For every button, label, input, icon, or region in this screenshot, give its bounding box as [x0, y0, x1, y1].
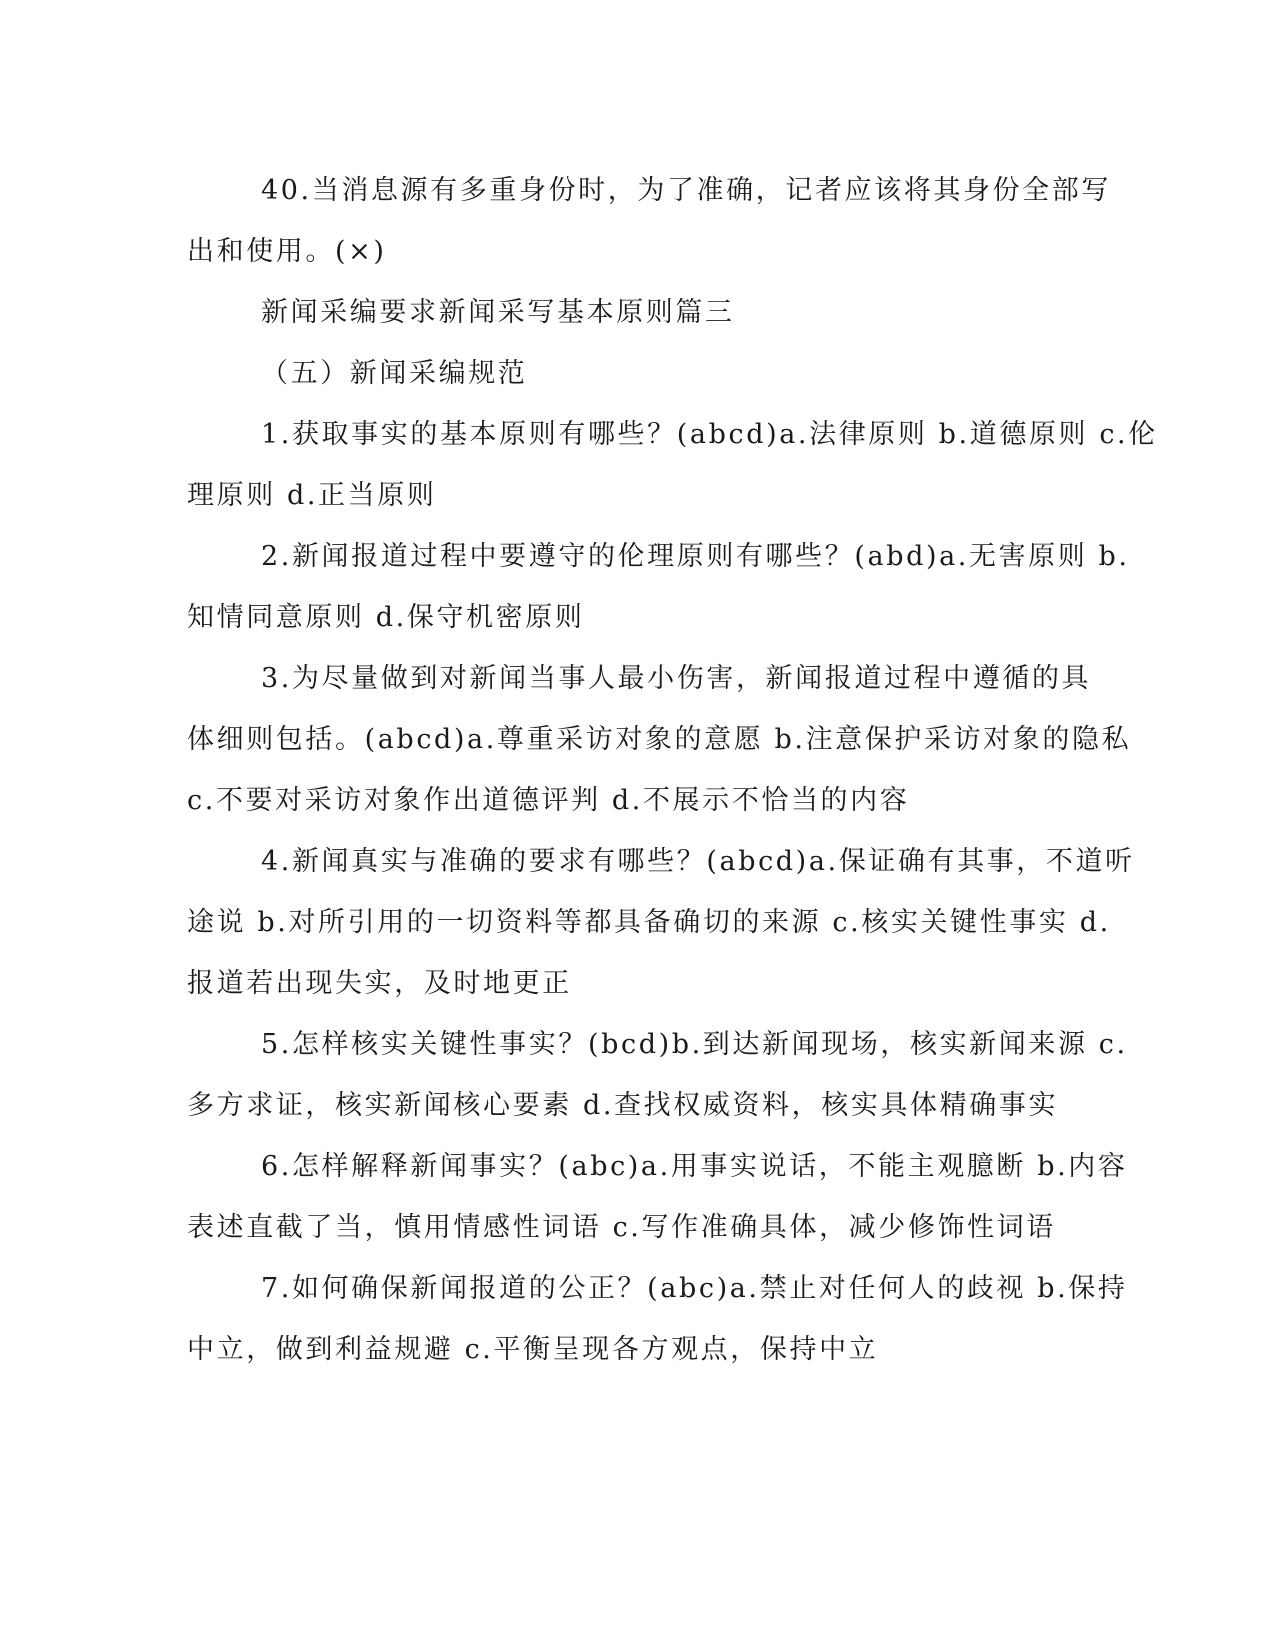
paragraph-q1 — [187, 404, 1158, 526]
text-line: 5.怎样核实关键性事实？(bcd)b.到达新闻现场，核实新闻来源 c. — [261, 1029, 1128, 1060]
paragraph-q6 — [187, 1136, 1128, 1258]
section-title: （五）新闻采编规范 — [261, 358, 528, 389]
text-line: c.不要对采访对象作出道德评判 d.不展示不恰当的内容 — [187, 785, 910, 816]
text-line: 2.新闻报道过程中要遵守的伦理原则有哪些？(abd)a.无害原则 b. — [261, 541, 1130, 572]
paragraph-q2 — [187, 526, 1130, 648]
text-line: 4.新闻真实与准确的要求有哪些？(abcd)a.保证确有其事，不道听 — [261, 846, 1135, 877]
text-line: 3.为尽量做到对新闻当事人最小伤害，新闻报道过程中遵循的具 — [261, 663, 1092, 694]
text-line: 中立，做到利益规避 c.平衡呈现各方观点，保持中立 — [187, 1334, 879, 1365]
text-line: 6.怎样解释新闻事实？(abc)a.用事实说话，不能主观臆断 b.内容 — [261, 1151, 1128, 1182]
paragraph-section — [187, 343, 1087, 404]
paragraph-q3 — [187, 648, 1132, 831]
paragraph-q7 — [187, 1258, 1128, 1380]
text-line: 理原则 d.正当原则 — [187, 480, 437, 511]
text-line: 40.当消息源有多重身份时，为了准确，记者应该将其身份全部写 — [261, 175, 1111, 206]
paragraph-heading — [187, 282, 1087, 343]
text-line: 7.如何确保新闻报道的公正？(abc)a.禁止对任何人的歧视 b.保持 — [261, 1273, 1128, 1304]
text-line: 途说 b.对所引用的一切资料等都具备确切的来源 c.核实关键性事实 d. — [187, 907, 1111, 938]
text-line: 表述直截了当，慎用情感性词语 c.写作准确具体，减少修饰性词语 — [187, 1212, 1056, 1243]
text-line: 体细则包括。(abcd)a.尊重采访对象的意愿 b.注意保护采访对象的隐私 — [187, 724, 1132, 755]
text-line: 报道若出现失实，及时地更正 — [187, 968, 572, 999]
text-line: 知情同意原则 d.保守机密原则 — [187, 602, 585, 633]
document-page — [187, 160, 1158, 1380]
paragraph-q4 — [187, 831, 1135, 1014]
paragraph-q5 — [187, 1014, 1128, 1136]
text-line: 多方求证，核实新闻核心要素 d.查找权威资料，核实具体精确事实 — [187, 1090, 1059, 1121]
paragraph-q40 — [187, 160, 1111, 282]
text-line: 1.获取事实的基本原则有哪些？(abcd)a.法律原则 b.道德原则 c.伦 — [261, 419, 1158, 450]
text-line: 出和使用。(×) — [187, 236, 387, 267]
section-heading: 新闻采编要求新闻采写基本原则篇三 — [261, 297, 735, 328]
